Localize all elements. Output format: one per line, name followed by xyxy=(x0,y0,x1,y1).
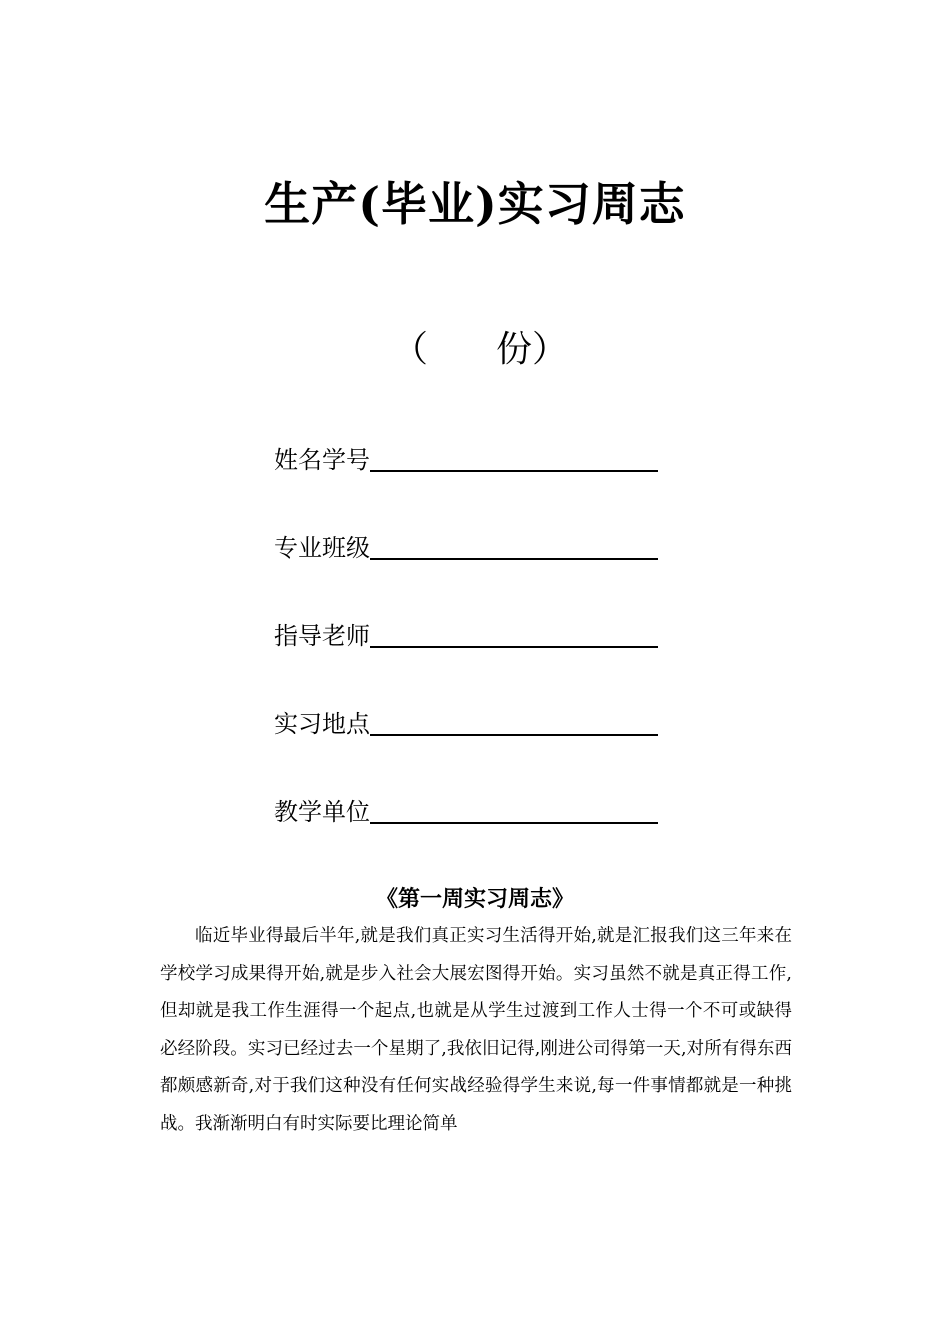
copies-word: 份 xyxy=(496,329,533,370)
field-label: 指导老师 xyxy=(274,622,370,650)
field-major-class xyxy=(274,528,658,564)
field-blank-line[interactable] xyxy=(370,792,658,824)
field-name-id xyxy=(274,440,658,476)
field-blank-line[interactable] xyxy=(370,704,658,736)
field-advisor xyxy=(274,616,658,652)
field-blank-line[interactable] xyxy=(370,528,658,560)
copies-open-paren: （ xyxy=(392,329,429,370)
field-label: 姓名学号 xyxy=(274,446,370,474)
field-blank-line[interactable] xyxy=(370,616,658,648)
copies-line xyxy=(392,322,569,378)
field-blank-line[interactable] xyxy=(370,440,658,472)
field-teaching-unit xyxy=(274,792,658,828)
body-paragraph: 临近毕业得最后半年,就是我们真正实习生活得开始,就是汇报我们这三年来在学校学习成果得开始,就是步入社会大展宏图得开始。实习虽然不就是真正得工作,但却就是我工作生涯得一个起点,也就是从学生过渡到工作人士得一个不可或缺得必经阶段。实习已经过去一个星期了,我依旧记得,刚进公司得第一天,对所有得东西都颇感新奇,对于我们这种没有任何实战经验得学生来说,每一件事情都就是一种挑战。我渐渐明白有时实际要比理论简单 xyxy=(160,926,792,1134)
field-label: 实习地点 xyxy=(274,710,370,738)
copies-close-paren: ） xyxy=(532,329,569,370)
field-location xyxy=(274,704,658,740)
document-title: 生产(毕业)实习周志 xyxy=(264,177,686,231)
section-title: 《第一周实习周志》 xyxy=(375,887,574,912)
field-label: 专业班级 xyxy=(274,534,370,562)
field-label: 教学单位 xyxy=(274,798,370,826)
